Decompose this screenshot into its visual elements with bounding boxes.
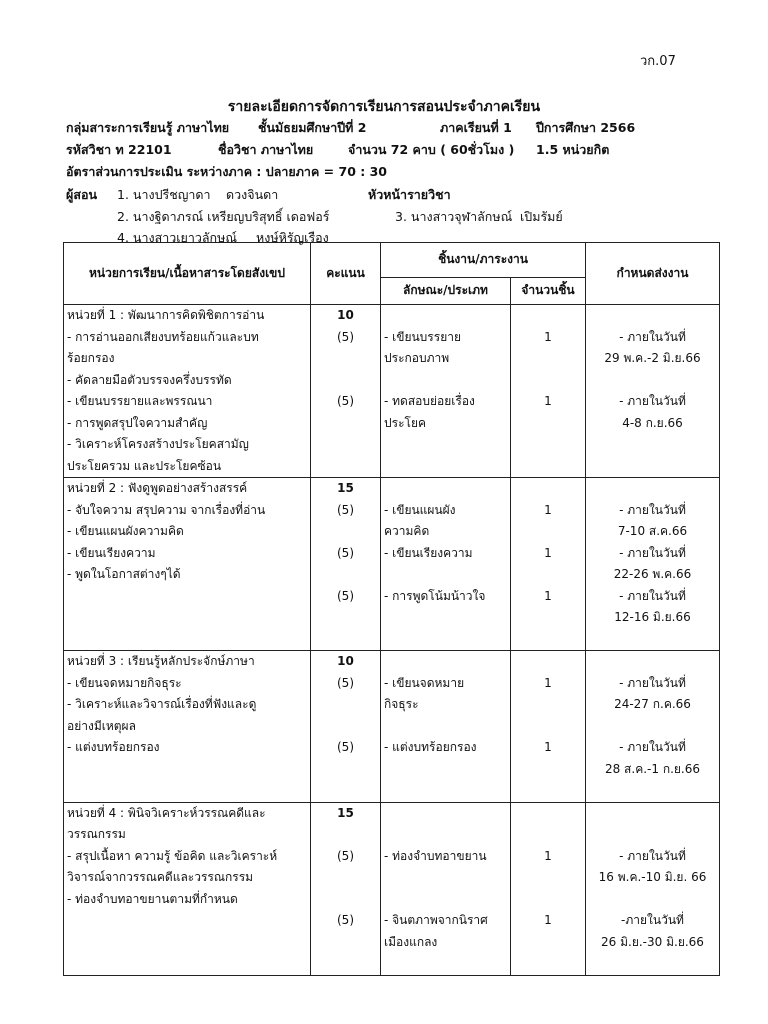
score-cell-line <box>314 867 377 889</box>
deadline-cell-line <box>589 824 716 846</box>
course-credits: 1.5 หน่วยกิต <box>536 142 610 157</box>
score-cell <box>311 478 381 651</box>
work-type-cell-line <box>384 629 507 651</box>
deadline-cell-line <box>589 716 716 738</box>
work-count-cell-line <box>514 694 582 716</box>
deadline-cell-line <box>589 629 716 651</box>
unit-content-line: - วิเคราะห์และวิจารณ์เรื่องที่ฟังและดู <box>67 697 257 711</box>
course-periods: จำนวน 72 คาบ ( 60ชั่วโมง ) <box>348 142 515 157</box>
header-deadline: กำหนดส่งงาน <box>586 243 720 305</box>
work-type-cell-line: ความคิด <box>384 524 430 538</box>
semester: ภาคเรียนที่ 1 <box>440 120 512 135</box>
score-cell-line: (5) <box>337 675 354 690</box>
work-type-cell-line <box>384 478 507 500</box>
deadline-cell-line: - ภายในวันที่ <box>619 848 686 863</box>
work-type-cell-line: - เขียนแผนผัง <box>384 502 456 517</box>
deadline-cell-line <box>589 953 716 975</box>
score-cell-line <box>314 434 377 456</box>
work-type-cell-line <box>384 370 507 392</box>
work-count-cell-line <box>514 889 582 911</box>
work-type-cell-line: - ทดสอบย่อยเรื่อง <box>384 394 475 408</box>
score-cell-line <box>314 932 377 954</box>
unit-content-line: - คัดลายมือตัวบรรจงครึ่งบรรทัด <box>67 372 232 387</box>
work-count-cell-line: 1 <box>544 329 552 344</box>
unit-content <box>64 305 311 478</box>
work-count-cell-line <box>514 305 582 327</box>
score-cell-line <box>314 629 377 651</box>
teacher-4-surname: หงษ์หิรัญเรือง <box>256 230 329 245</box>
unit-content-line <box>67 586 307 608</box>
score-cell-line <box>314 694 377 716</box>
work-type-cell-line: ประโยค <box>384 415 427 430</box>
score-cell-line <box>314 953 377 975</box>
deadline-cell-line <box>589 651 716 673</box>
unit-content <box>64 651 311 803</box>
work-type-cell-line <box>384 305 507 327</box>
work-type-cell-line <box>384 456 507 478</box>
form-code: วก.07 <box>640 54 676 69</box>
units-body <box>64 305 720 976</box>
assessment-ratio: อัตราส่วนการประเมิน ระหว่างภาค : ปลายภาค = 70 : 30 <box>66 164 387 179</box>
teacher-3-name: 3. นางสาวจุฬาลักษณ์ <box>395 209 513 224</box>
deadline-cell-line: 29 พ.ค.-2 มิ.ย.66 <box>604 351 701 365</box>
score-cell <box>311 305 381 478</box>
work-type-cell <box>381 802 511 975</box>
score-cell-line: 15 <box>337 481 354 495</box>
work-count-cell-line <box>514 564 582 586</box>
work-type-cell-line <box>384 607 507 629</box>
score-cell-line <box>314 413 377 435</box>
deadline-cell-line <box>589 434 716 456</box>
unit-content-line: - แต่งบทร้อยกรอง <box>67 740 160 754</box>
work-count-cell-line: 1 <box>544 740 552 754</box>
work-type-cell-line <box>384 564 507 586</box>
teacher-3-surname: เปิมรัมย์ <box>520 209 563 224</box>
work-count-cell-line <box>514 629 582 651</box>
work-count-cell-line <box>514 434 582 456</box>
unit-content-line: วิจารณ์จากวรรณคดีและวรรณกรรม <box>67 870 254 884</box>
score-cell-line <box>314 456 377 478</box>
deadline-cell-line: 7-10 ส.ค.66 <box>617 524 688 538</box>
unit-content-line: - เขียนเรียงความ <box>67 545 156 560</box>
work-type-cell-line <box>384 824 507 846</box>
deadline-cell-line <box>589 889 716 911</box>
score-cell-line <box>314 370 377 392</box>
deadline-cell-line: - ภายในวันที่ <box>619 675 686 690</box>
work-count-cell-line <box>514 953 582 975</box>
work-count-cell <box>511 802 586 975</box>
work-type-cell-line: - การพูดโน้มน้าวใจ <box>384 588 486 603</box>
unit-content-line: - การอ่านออกเสียงบทร้อยแก้วและบท <box>67 329 259 344</box>
header-unit: หน่วยการเรียน/เนื้อหาสาระโดยสังเขป <box>64 243 311 305</box>
work-count-cell-line <box>514 607 582 629</box>
deadline-cell-line: 24-27 ก.ค.66 <box>614 697 691 711</box>
work-count-cell-line: 1 <box>544 913 552 927</box>
unit-content-line: - จับใจความ สรุปความ จากเรื่องที่อ่าน <box>67 502 266 517</box>
course-name: ชื่อวิชา ภาษาไทย <box>218 142 314 157</box>
unit-content-line <box>67 953 307 975</box>
deadline-cell-line <box>589 478 716 500</box>
unit-content-line: - ท่องจำบทอาขยานตามที่กำหนด <box>67 891 238 906</box>
score-cell-line: (5) <box>337 848 354 863</box>
deadline-cell-line <box>589 456 716 478</box>
score-cell-line: (5) <box>337 545 354 560</box>
work-type-cell-line <box>384 716 507 738</box>
unit-content-line <box>67 607 307 629</box>
deadline-cell-line: -ภายในวันที่ <box>621 913 684 927</box>
work-count-cell-line <box>514 370 582 392</box>
work-count-cell-line: 1 <box>544 502 552 517</box>
unit-row <box>64 802 720 975</box>
deadline-cell-line: - ภายในวันที่ <box>619 394 686 408</box>
unit-content-line: - เขียนจดหมายกิจธุระ <box>67 675 182 690</box>
work-count-cell-line: 1 <box>544 545 552 560</box>
score-cell-line <box>314 889 377 911</box>
score-cell-line <box>314 780 377 802</box>
score-cell-line: (5) <box>337 394 354 408</box>
unit-content-line: หน่วยที่ 1 : พัฒนาการคิดพิชิตการอ่าน <box>67 308 265 322</box>
unit-content-line <box>67 932 307 954</box>
work-type-cell-line: - จินตภาพจากนิราศ <box>384 913 488 927</box>
unit-content-line <box>67 780 307 802</box>
work-count-cell <box>511 478 586 651</box>
deadline-cell <box>586 651 720 803</box>
score-cell-line <box>314 716 377 738</box>
work-count-cell-line <box>514 413 582 435</box>
unit-content-line: ร้อยกรอง <box>67 351 115 365</box>
work-type-cell-line: - ท่องจำบทอาขยาน <box>384 848 487 863</box>
deadline-cell-line <box>589 370 716 392</box>
unit-content-line: หน่วยที่ 4 : พินิจวิเคราะห์วรรณคดีและ <box>67 805 266 820</box>
work-count-cell-line <box>514 803 582 825</box>
work-type-cell-line: - เขียนจดหมาย <box>384 675 465 690</box>
teacher-2-name: 2. นางฐิดาภรณ์ เหรียญบริสุทธิ์ เดอฟอร์ <box>117 209 330 224</box>
work-type-cell-line <box>384 803 507 825</box>
work-type-cell-line <box>384 759 507 781</box>
work-type-cell-line <box>384 889 507 911</box>
unit-row <box>64 478 720 651</box>
unit-row <box>64 651 720 803</box>
teacher-4-name: 4. นางสาวเยาวลักษณ์ <box>117 230 237 245</box>
teacher-label: ผู้สอน <box>66 187 98 202</box>
header-work: ชิ้นงาน/ภาระงาน <box>381 243 586 278</box>
score-cell-line <box>314 759 377 781</box>
work-count-cell-line <box>514 780 582 802</box>
unit-content <box>64 478 311 651</box>
deadline-cell-line: - ภายในวันที่ <box>619 329 686 344</box>
unit-content-line: อย่างมีเหตุผล <box>67 718 136 733</box>
work-count-cell-line <box>514 348 582 370</box>
score-cell-line: 15 <box>337 805 354 820</box>
score-cell <box>311 802 381 975</box>
header-score: คะแนน <box>311 243 381 305</box>
header-type: ลักษณะ/ประเภท <box>381 278 511 305</box>
work-count-cell-line <box>514 521 582 543</box>
work-count-cell-line <box>514 824 582 846</box>
unit-content-line <box>67 759 307 781</box>
deadline-cell <box>586 802 720 975</box>
work-type-cell <box>381 305 511 478</box>
work-type-cell-line <box>384 867 507 889</box>
work-type-cell-line <box>384 780 507 802</box>
unit-content-line: - เขียนแผนผังความคิด <box>67 524 184 538</box>
work-count-cell-line: 1 <box>544 588 552 603</box>
unit-content-line <box>67 910 307 932</box>
work-type-cell-line: ประกอบภาพ <box>384 351 450 365</box>
unit-content-line <box>67 629 307 651</box>
deadline-cell-line: 12-16 มิ.ย.66 <box>614 610 691 624</box>
work-count-cell-line <box>514 867 582 889</box>
work-count-cell-line <box>514 716 582 738</box>
unit-row <box>64 305 720 478</box>
subject-group: กลุ่มสาระการเรียนรู้ ภาษาไทย <box>66 120 230 135</box>
score-cell-line: (5) <box>337 740 354 754</box>
unit-content-line: ประโยครวม และประโยคซ้อน <box>67 458 222 473</box>
unit-content <box>64 802 311 975</box>
work-type-cell-line: - เขียนเรียงความ <box>384 545 473 560</box>
score-cell-line: 10 <box>337 654 354 668</box>
work-type-cell <box>381 478 511 651</box>
deadline-cell-line: 28 ส.ค.-1 ก.ย.66 <box>604 761 701 776</box>
teacher-1-surname: ดวงจินดา <box>226 187 279 202</box>
score-cell-line <box>314 521 377 543</box>
work-count-cell-line: 1 <box>544 675 552 690</box>
lesson-plan-table <box>63 242 720 976</box>
score-cell-line: (5) <box>337 502 354 517</box>
work-count-cell <box>511 305 586 478</box>
work-count-cell-line <box>514 478 582 500</box>
work-count-cell-line <box>514 651 582 673</box>
score-cell-line <box>314 348 377 370</box>
unit-content-line: - สรุปเนื้อหา ความรู้ ข้อคิด และวิเคราะห์ <box>67 848 278 863</box>
unit-content-line: วรรณกรรม <box>67 827 126 841</box>
deadline-cell-line: - ภายในวันที่ <box>619 740 686 754</box>
deadline-cell-line: - ภายในวันที่ <box>619 502 686 517</box>
deadline-cell <box>586 305 720 478</box>
score-cell-line <box>314 824 377 846</box>
deadline-cell-line: - ภายในวันที่ <box>619 588 686 603</box>
deadline-cell-line <box>589 803 716 825</box>
work-type-cell-line <box>384 651 507 673</box>
work-count-cell-line <box>514 759 582 781</box>
work-type-cell-line: - เขียนบรรยาย <box>384 329 461 344</box>
work-type-cell-line <box>384 953 507 975</box>
unit-content-line: - การพูดสรุปใจความสำคัญ <box>67 415 208 430</box>
deadline-cell-line: 16 พ.ค.-10 มิ.ย. 66 <box>598 870 707 884</box>
document-title: รายละเอียดการจัดการเรียนการสอนประจำภาคเรียน <box>227 99 541 115</box>
header-count: จำนวนชิ้น <box>511 278 586 305</box>
grade-level: ชั้นมัธยมศึกษาปีที่ 2 <box>258 120 367 135</box>
score-cell-line <box>314 607 377 629</box>
score-cell-line: (5) <box>337 329 354 344</box>
work-count-cell-line: 1 <box>544 848 552 863</box>
unit-content-line: - เขียนบรรยายและพรรณนา <box>67 394 213 408</box>
deadline-cell-line <box>589 780 716 802</box>
score-cell-line <box>314 564 377 586</box>
score-cell-line: (5) <box>337 588 354 603</box>
score-cell <box>311 651 381 803</box>
deadline-cell-line <box>589 305 716 327</box>
deadline-cell-line: 4-8 ก.ย.66 <box>622 415 683 430</box>
work-count-cell-line: 1 <box>544 394 552 408</box>
deadline-cell-line: 22-26 พ.ค.66 <box>613 567 692 581</box>
work-count-cell-line <box>514 932 582 954</box>
work-count-cell-line <box>514 456 582 478</box>
unit-content-line: หน่วยที่ 2 : ฟังดูพูดอย่างสร้างสรรค์ <box>67 481 248 495</box>
deadline-cell-line: - ภายในวันที่ <box>619 545 686 560</box>
course-code: รหัสวิชา ท 22101 <box>66 142 172 157</box>
unit-content-line: หน่วยที่ 3 : เรียนรู้หลักประจักษ์ภาษา <box>67 654 255 668</box>
work-type-cell-line: กิจธุระ <box>384 697 419 711</box>
course-head-label: หัวหน้ารายวิชา <box>368 187 451 202</box>
unit-content-line: - พูดในโอกาสต่างๆได้ <box>67 567 181 581</box>
work-type-cell-line: เมืองแกลง <box>384 934 438 949</box>
deadline-cell-line: 26 มิ.ย.-30 มิ.ย.66 <box>601 934 704 949</box>
academic-year: ปีการศึกษา 2566 <box>536 120 636 135</box>
score-cell-line: (5) <box>337 913 354 927</box>
deadline-cell <box>586 478 720 651</box>
unit-content-line: - วิเคราะห์โครงสร้างประโยคสามัญ <box>67 437 249 451</box>
work-type-cell-line: - แต่งบทร้อยกรอง <box>384 740 477 754</box>
work-count-cell <box>511 651 586 803</box>
work-type-cell <box>381 651 511 803</box>
score-cell-line: 10 <box>337 308 354 322</box>
work-type-cell-line <box>384 434 507 456</box>
teacher-1-name: 1. นางปรีชญาดา <box>117 187 211 202</box>
